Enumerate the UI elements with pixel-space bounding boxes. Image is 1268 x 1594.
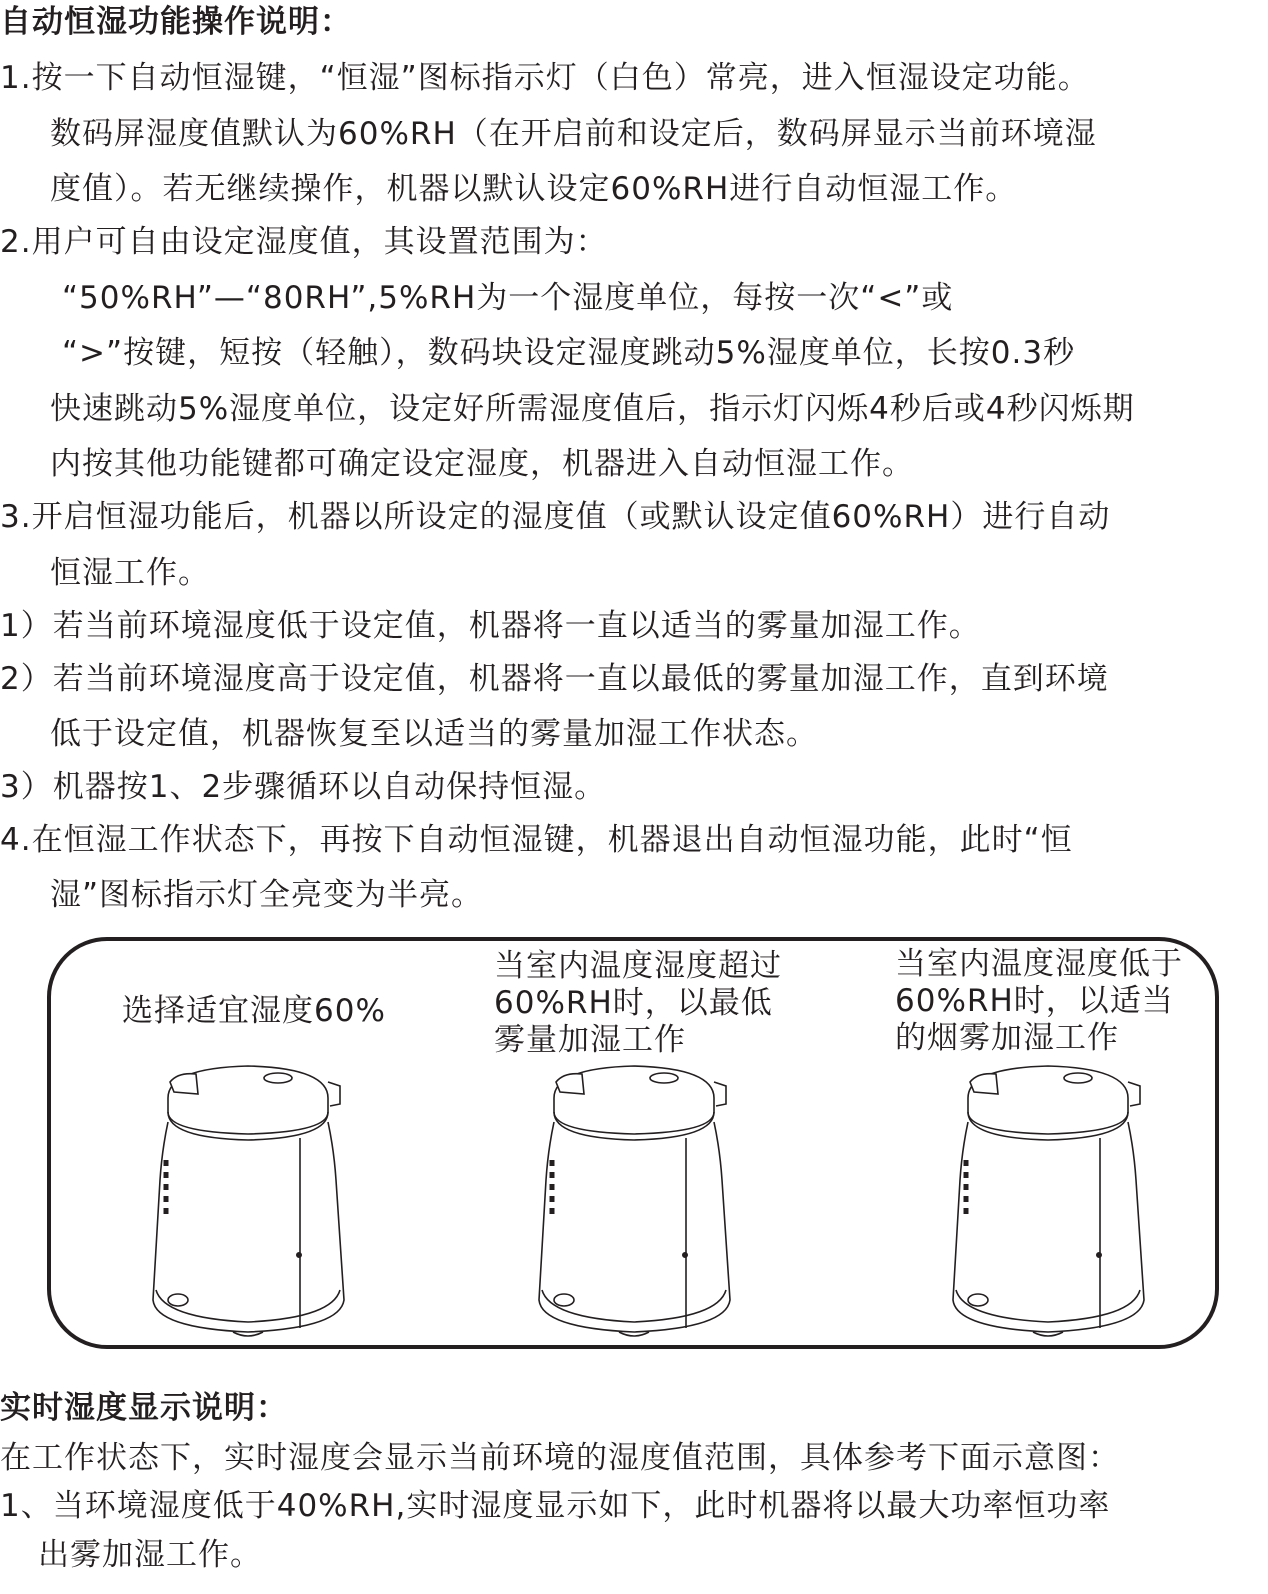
instruction-line: 度值）。若无继续操作，机器以默认设定60%RH进行自动恒湿工作。 [50,171,1018,207]
diagram-caption-above-60: 雾量加湿工作 [494,1022,686,1058]
instruction-line: 恒湿工作。 [50,555,210,591]
instruction-line: “50%RH”—“80RH”,5%RH为一个湿度单位，每按一次“<”或 [62,280,954,316]
instruction-line: 3.开启恒湿功能后，机器以所设定的湿度值（或默认设定值60%RH）进行自动 [0,499,1111,535]
section-title-realtime-humidity: 实时湿度显示说明： [0,1390,288,1426]
instruction-line: “>”按键，短按（轻触），数码块设定湿度跳动5%湿度单位，长按0.3秒 [62,335,1076,371]
humidifier-illustration [148,1060,353,1350]
diagram-caption-above-60: 当室内温度湿度超过 [494,948,782,984]
section-title-auto-humidity: 自动恒湿功能操作说明： [0,4,352,40]
diagram-caption-below-60: 的烟雾加湿工作 [895,1020,1119,1056]
instruction-line: 数码屏湿度值默认为60%RH（在开启前和设定后，数码屏显示当前环境湿 [50,116,1097,152]
instruction-line: 2.用户可自由设定湿度值，其设置范围为： [0,224,608,260]
diagram-caption-below-60: 当室内温度湿度低于 [895,946,1183,982]
instruction-line: 1）若当前环境湿度低于设定值，机器将一直以适当的雾量加湿工作。 [0,608,981,644]
humidifier-illustration [534,1060,739,1350]
instruction-line: 低于设定值，机器恢复至以适当的雾量加湿工作状态。 [50,716,818,752]
instruction-line: 内按其他功能键都可确定设定湿度，机器进入自动恒湿工作。 [50,446,914,482]
instruction-line: 3）机器按1、2步骤循环以自动保持恒湿。 [0,769,607,805]
instruction-line: 快速跳动5%湿度单位，设定好所需湿度值后，指示灯闪烁4秒后或4秒闪烁期 [50,391,1135,427]
instruction-line: 4.在恒湿工作状态下，再按下自动恒湿键，机器退出自动恒湿功能，此时“恒 [0,822,1073,858]
instruction-line: 出雾加湿工作。 [38,1537,262,1573]
instruction-line: 2）若当前环境湿度高于设定值，机器将一直以最低的雾量加湿工作，直到环境 [0,661,1109,697]
diagram-caption-above-60: 60%RH时，以最低 [494,985,773,1021]
diagram-caption-set-60: 选择适宜湿度60% [122,993,386,1029]
diagram-caption-below-60: 60%RH时，以适当 [895,983,1174,1019]
instruction-line: 1.按一下自动恒湿键，“恒湿”图标指示灯（白色）常亮，进入恒湿设定功能。 [0,60,1090,96]
humidifier-illustration [948,1060,1153,1350]
instruction-line: 在工作状态下，实时湿度会显示当前环境的湿度值范围，具体参考下面示意图： [0,1440,1120,1476]
instruction-line: 1、当环境湿度低于40%RH,实时湿度显示如下，此时机器将以最大功率恒功率 [0,1488,1111,1524]
instruction-line: 湿”图标指示灯全亮变为半亮。 [50,877,484,913]
